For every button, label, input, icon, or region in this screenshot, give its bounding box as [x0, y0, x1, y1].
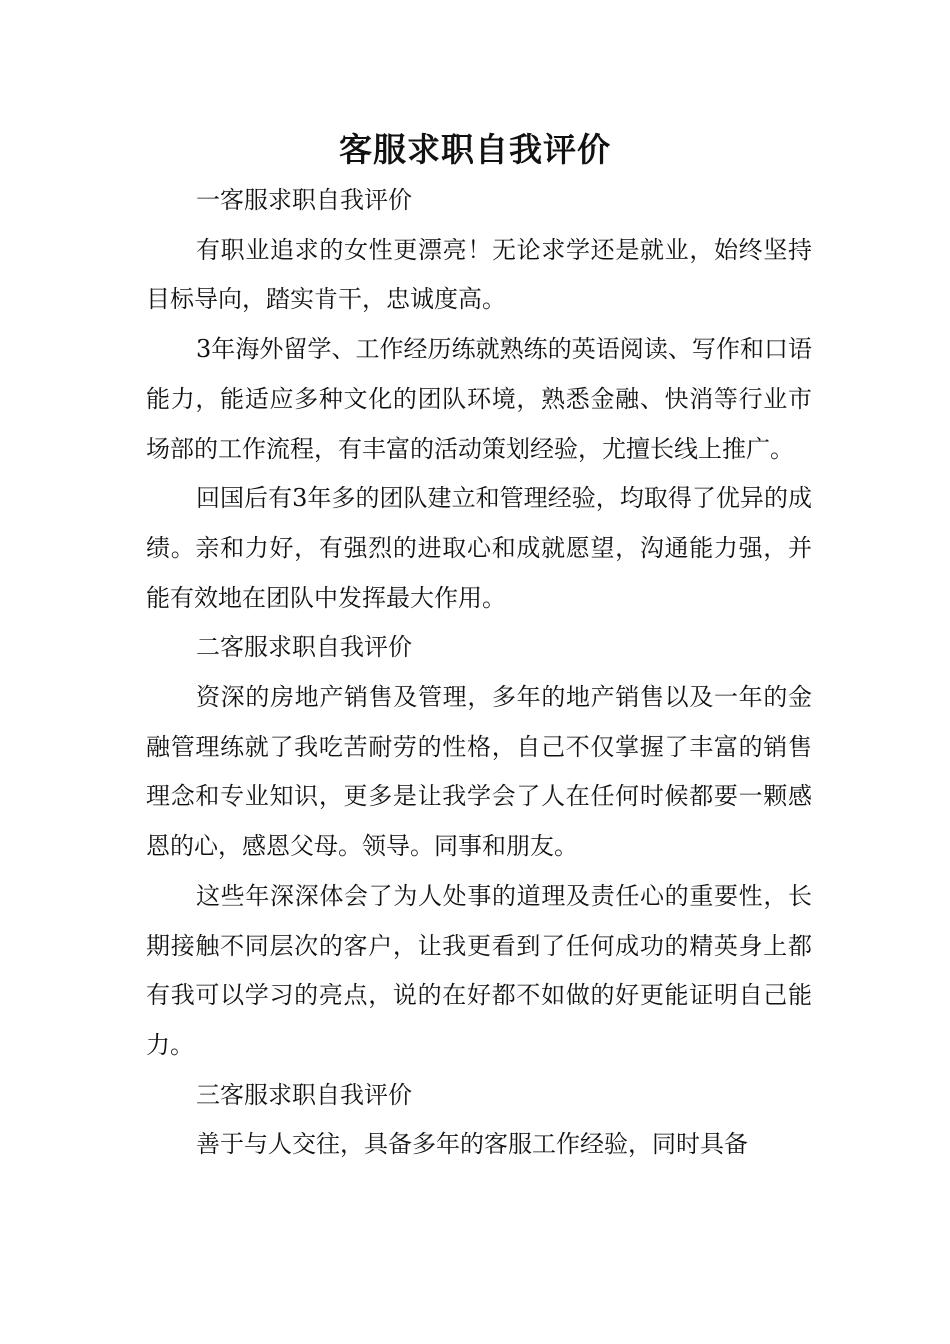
paragraph: 3年海外留学、工作经历练就熟练的英语阅读、写作和口语能力，能适应多种文化的团队环境，熟悉金融、快消等行业市场部的工作流程，有丰富的活动策划经验，尤擅长线上推广。: [146, 335, 812, 463]
paragraph: 有职业追求的女性更漂亮！无论求学还是就业，始终坚持目标导向，踏实肯干，忠诚度高。: [146, 235, 812, 314]
paragraph: 这些年深深体会了为人处事的道理及责任心的重要性，长期接触不同层次的客户，让我更看到了任何成功的精英身上都有我可以学习的亮点，说的在好都不如做的好更能证明自己能力。: [146, 881, 812, 1059]
section-heading-1: 一客服求职自我评价: [196, 186, 412, 214]
document-title: 客服求职自我评价: [339, 130, 611, 169]
paragraph: 回国后有3年多的团队建立和管理经验，均取得了优异的成绩。亲和力好，有强烈的进取心和成就愿望，沟通能力强，并能有效地在团队中发挥最大作用。: [146, 484, 812, 612]
paragraph: 资深的房地产销售及管理，多年的地产销售以及一年的金融管理练就了我吃苦耐劳的性格，自己不仅掌握了丰富的销售理念和专业知识，更多是让我学会了人在任何时候都要一颗感恩的心，感恩父母。领导。同事和朋友。: [146, 683, 812, 861]
paragraph: 善于与人交往，具备多年的客服工作经验，同时具备: [196, 1130, 748, 1159]
document-body: [146, 176, 812, 1170]
section-heading-2: 二客服求职自我评价: [196, 633, 412, 662]
section-heading-3: 三客服求职自我评价: [196, 1080, 412, 1109]
